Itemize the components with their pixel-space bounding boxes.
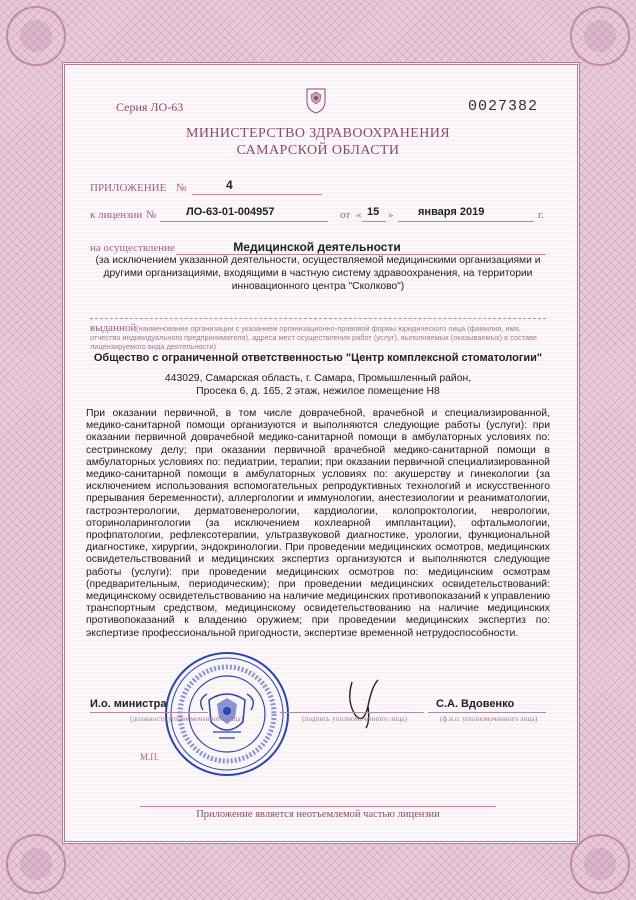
license-num-sign: №: [146, 209, 157, 221]
quote-close: »: [388, 209, 394, 221]
address-line: Просека 6, д. 165, 2 этаж, нежилое помещение Н8: [196, 386, 440, 397]
activity-label: на осуществление: [90, 242, 175, 254]
license-label: к лицензии: [90, 209, 143, 221]
signature-underline: [280, 712, 424, 713]
appendix-number: 4: [226, 178, 233, 192]
ornament-rosette: [6, 6, 66, 66]
coat-of-arms-icon: [304, 86, 328, 114]
date-from-label: от: [340, 209, 351, 221]
name-underline: [428, 712, 546, 713]
position-caption: (должность уполномоченного лица): [130, 714, 244, 723]
year-suffix: г.: [538, 209, 545, 221]
license-day: 15: [367, 206, 380, 218]
blank-line: [90, 318, 546, 319]
quote-open: «: [356, 209, 362, 221]
seal-place-label: М.П.: [140, 752, 160, 762]
footer-note: Приложение является неотъемлемой частью лицензии: [196, 809, 440, 820]
activity-subtitle: (за исключением указанной деятельности, осуществляемой медицинскими организациями и другими организациями, входящими в частную систему здравоохранения, на территории инновационного центра "Сколково"): [95, 255, 541, 292]
ministry-title-line: МИНИСТЕРСТВО ЗДРАВООХРАНЕНИЯ: [186, 126, 450, 141]
day-underline: [362, 221, 386, 222]
activity-title: Медицинской деятельности: [233, 240, 401, 254]
appendix-num-sign: №: [176, 182, 187, 194]
address-line: 443029, Самарская область, г. Самара, Промышленный район,: [164, 373, 472, 384]
license-month-year: января 2019: [418, 206, 485, 218]
ministry-title: [120, 125, 516, 159]
appendix-underline: [192, 194, 322, 195]
position-underline: [90, 712, 208, 713]
ornament-rosette: [6, 834, 66, 894]
footer-rule: [140, 806, 496, 807]
issued-caption: (наименование организации с указанием организационно-правовой формы юридического лица (фамилия, имя, отчество индивидуального предпринимателя), адреса мест осуществления работ (услуг), выполняемых (оказываемых) в составе лицензируемого вида деятельности): [90, 324, 538, 351]
services-description: При оказании первичной, в том числе доврачебной, врачебной и специализированной, медико-санитарной помощи организуются и выполняются следующие работы (услуги): при оказании первичной доврачебной медико-санитарной помощи в амбулаторных условиях по: сестринскому делу; при оказании первичной врачебной медико-санитарной помощи в амбулаторных условиях по: педиатрии, терапии; при оказании первичной специализированной медико-санитарной помощи в амбулаторных условиях по: акушерству и гинекологии (за исключением использования вспомогательных репродуктивных технологий и искусственного прерывания беременности), аллергологии и иммунологии, анестезиологии и реаниматологии, гастроэнтерологии, дерматовенерологии, кардиологии, колопроктологии, неврологии, оториноларингологии (за исключением кохлеарной имплантации), офтальмологии, профпатологии, рефлексотерапии, ультразвуковой диагностике, урологии, функциональной диагностике, хирургии, эндокринологии. При проведении медицинских осмотров, медицинских освидетельствований и медицинских экспертиз организуются и выполняются следующие работы (услуги): при проведении медицинских осмотров по: медицинским осмотрам (предварительным, периодическим); при проведении медицинских освидетельствований: медицинскому освидетельствованию на наличие медицинских противопоказаний к управлению транспортным средством, медицинскому освидетельствованию на наличие медицинских противопоказаний к владению оружием; при проведении медицинских экспертиз по: экспертизе профессиональной пригодности, экспертизе временной нетрудоспособности.: [86, 408, 550, 639]
issued-label: выданной: [90, 322, 137, 334]
ornament-rosette: [570, 6, 630, 66]
form-number: 0027382: [468, 98, 539, 115]
signatory-name: С.А. Вдовенко: [436, 698, 515, 710]
organization-name: Общество с ограниченной ответственностью "Центр комплексной стоматологии": [93, 352, 543, 364]
license-number: ЛО-63-01-004957: [186, 206, 275, 218]
signature-caption: (подпись уполномоченного лица): [302, 714, 408, 723]
ministry-title-line: САМАРСКОЙ ОБЛАСТИ: [236, 143, 400, 158]
signatory-position: И.о. министра: [90, 698, 167, 710]
month-underline: [398, 221, 534, 222]
series-label: Серия ЛО-63: [116, 100, 184, 114]
license-number-underline: [160, 221, 328, 222]
name-caption: (ф.и.о. уполномоченного лица): [440, 714, 538, 723]
appendix-label: ПРИЛОЖЕНИЕ: [90, 182, 167, 194]
